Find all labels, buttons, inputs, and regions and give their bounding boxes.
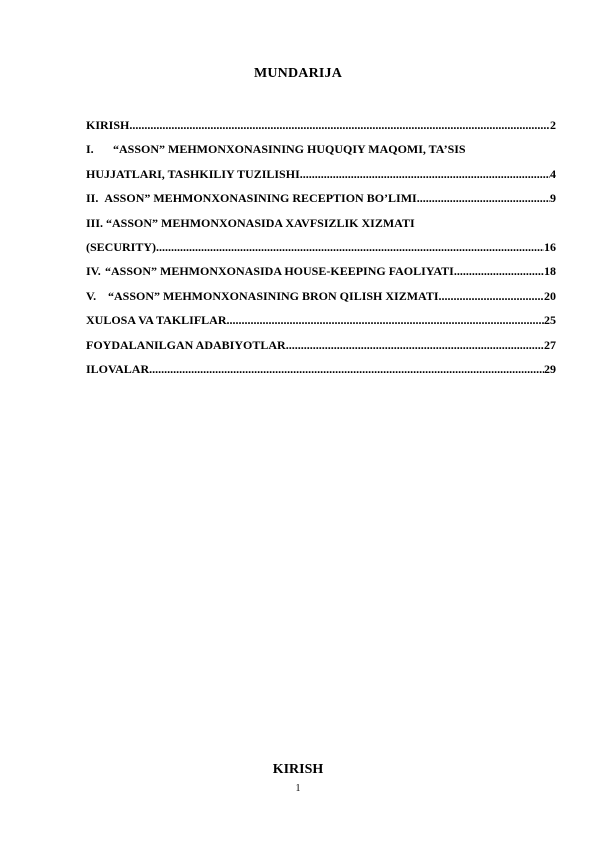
toc-chapter-number: II. [86,191,99,206]
toc-entry-chapter-3-line-1[interactable] [86,214,556,238]
toc-entry-adabiyotlar[interactable] [86,336,556,360]
toc-entry-title: ILOVALAR [86,361,150,376]
toc-page-number: 4 [550,166,556,181]
toc-leader-dots [227,311,545,329]
toc-entry-xulosa[interactable] [86,311,556,335]
toc-entry-title: “ASSON” MEHMONXONASIDA HOUSE-KEEPING FAOLIYATI [105,264,454,279]
toc-entry-title: ASSON” MEHMONXONASINING RECEPTION BO’LIMI [104,191,417,206]
toc-entry-chapter-3-line-2[interactable] [86,238,556,262]
toc-entry-kirish[interactable] [86,116,556,140]
toc-leader-dots [149,360,544,378]
toc-leader-dots [439,287,545,305]
toc-entry-chapter-1-line-1[interactable] [86,140,556,164]
toc-entry-chapter-5[interactable] [86,287,556,311]
toc-entry-chapter-4[interactable] [86,262,556,286]
toc-leader-dots [300,165,550,183]
toc-page-number: 20 [544,288,556,303]
toc-chapter-number: IV. [86,264,101,279]
page-number: 1 [295,783,301,794]
toc-page-number: 18 [544,264,556,279]
toc-entry-chapter-1-line-2[interactable] [86,165,556,189]
toc-entry-ilovalar[interactable] [86,360,556,384]
toc-entry-title: “ASSON” MEHMONXONASINING BRON QILISH XIZMATI [108,288,439,303]
toc-chapter-number: I. [86,142,94,157]
toc-entry-title: “ASSON” MEHMONXONASINING HUQUQIY MAQOMI, TA’SIS [113,142,466,157]
toc-leader-dots [454,262,544,280]
toc-entry-title-continued: HUJJATLARI, TASHKILIY TUZILISHI [86,166,300,181]
table-of-contents [86,116,556,384]
page-title: MUNDARIJA [253,66,343,81]
toc-entry-chapter-2[interactable] [86,189,556,213]
toc-leader-dots [129,116,550,134]
toc-leader-dots [286,336,544,354]
toc-entry-title: KIRISH [86,118,130,132]
toc-leader-dots [156,238,544,256]
toc-entry-title: FOYDALANILGAN ADABIYOTLAR [86,337,286,352]
toc-page-number: 9 [550,191,556,206]
toc-page-number: 16 [544,239,556,254]
toc-entry-title: “ASSON” MEHMONXONASIDA XAVFSIZLIK XIZMATI [106,215,415,230]
toc-chapter-number: V. [86,288,97,303]
toc-leader-dots [417,189,550,207]
next-section-heading: KIRISH [272,762,324,777]
toc-page-number: 29 [544,361,556,376]
toc-page-number: 2 [550,118,556,132]
toc-entry-title: XULOSA VA TAKLIFLAR [86,313,227,328]
toc-page-number: 27 [544,337,556,352]
toc-page-number: 25 [544,313,556,328]
toc-chapter-number: III. [86,215,104,230]
toc-entry-title-continued: (SECURITY) [86,239,157,254]
